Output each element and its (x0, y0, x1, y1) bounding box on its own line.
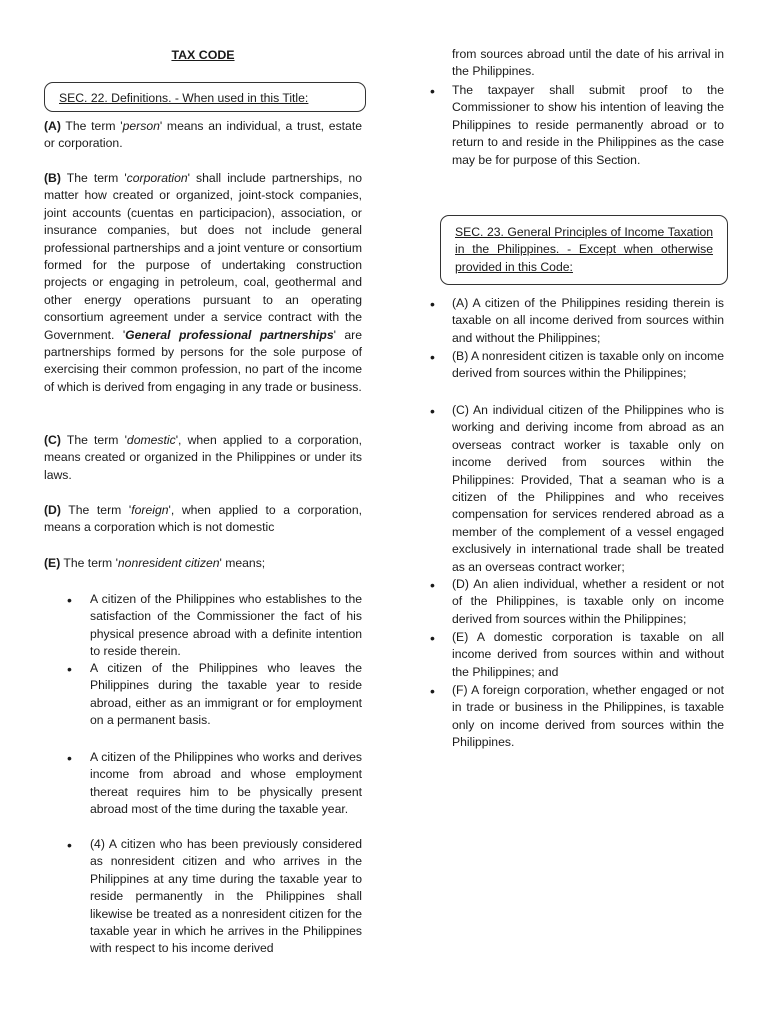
definition-e-label: (E) (44, 556, 61, 570)
document-title: TAX CODE (171, 48, 235, 62)
definition-b-term2: General professional partnerships (125, 327, 334, 342)
bullet-icon (67, 598, 75, 606)
definition-a (44, 118, 362, 153)
bullet-icon (430, 689, 438, 697)
sec23-item-e: (E) A domestic corporation is taxable on all income derived from sources within and without the Philippines; and (452, 630, 724, 679)
sec23-item-f: (F) A foreign corporation, whether engaged or not in trade or business in the Philippines, is taxable only on income derived from sources within the Philippines. (452, 683, 724, 750)
definition-b-post2: ' are partnerships formed by persons for the sole purpose of exercising their common profession, no part of the income of which is derived from engaging in any trade or business. (44, 327, 362, 394)
definition-b-term: corporation (126, 171, 188, 185)
definition-c (44, 432, 362, 484)
bullet-icon (430, 583, 438, 591)
definition-a-term: person (122, 119, 160, 133)
definition-d-label: (D) (44, 503, 61, 517)
definition-a-label: (A) (44, 119, 61, 133)
definition-d-post: ', when applied to a corporation, means a corporation which is not domestic (44, 503, 362, 535)
definition-e (44, 555, 362, 572)
definition-c-post: ', when applied to a corporation, means created or organized in the Philippines or under its laws. (44, 433, 363, 482)
definition-e-term: nonresident citizen (117, 556, 220, 570)
nonresident-item-4: (4) A citizen who has been previously considered as nonresident citizen and who arrives in the Philippines at any time during the taxable year to reside permanently in the Philippines shall likewise be treated as a nonresident citizen for the taxable year in which he arrives in the Philippines with respect to his income derived (90, 837, 362, 956)
sec23-heading (455, 225, 713, 274)
bullet-icon (430, 302, 438, 310)
bullet-icon (67, 667, 75, 675)
bullet-icon (430, 636, 438, 644)
sec22-heading-rest: - When used in this Title: (171, 91, 309, 105)
sec22-heading-text: SEC. 22. Definitions. (59, 91, 172, 105)
bullet-icon (67, 756, 75, 764)
definition-a-pre: The term ' (60, 119, 123, 133)
sec22-heading (59, 91, 308, 105)
bullet-icon (430, 355, 438, 363)
definition-b-label: (B) (44, 171, 61, 185)
bullet-icon (430, 89, 438, 97)
sec23-item-c: (C) An individual citizen of the Philippines who is working and deriving income from abroad as an overseas contract worker is taxable only on income derived from sources within the Philippines: Provided, That a seaman who is a citizen of the Philippines and who receives compensation for services rendered abroad as a member of the complement of a vessel engaged exclusively in international trade shall be treated as an overseas contract worker; (452, 403, 724, 574)
definition-d (44, 502, 362, 537)
definition-b-post: ' shall include partnerships, no matter how created or organized, joint-stock companies, joint accounts (cuentas en participacion), association, or insurance companies, but does not include general professional partnerships and a joint venture or consortium formed for the purpose of undertaking construction projects or engaging in petroleum, coal, geothermal and other energy operations pursuant to an operating consortium agreement under a service contract with the Government. ' (44, 171, 362, 342)
definition-e-post: ' means; (219, 556, 266, 570)
bullet-icon (430, 409, 438, 417)
nonresident-item-1: A citizen of the Philippines who establishes to the satisfaction of the Commissioner the fact of his physical presence abroad with a definite intention to reside therein. (90, 592, 362, 659)
definition-b (44, 170, 362, 396)
sec23-heading-box (440, 215, 728, 285)
nonresident-item-2: A citizen of the Philippines who leaves the Philippines during the taxable year to reside abroad, either as an immigrant or for employment on a permanent basis. (90, 661, 362, 728)
definition-e-pre: The term ' (60, 556, 118, 570)
nonresident-item-3: A citizen of the Philippines who works and derives income from abroad and whose employment thereat requires him to be physically present abroad most of the time during the taxable year. (90, 750, 362, 817)
definition-d-pre: The term ' (60, 503, 132, 517)
sec23-heading-text: SEC. 23. General Principles of Income Taxation in the Philippines. (455, 225, 713, 257)
sec23-heading-rest: - Except when otherwise provided in this Code: (455, 242, 713, 274)
sec23-item-b: (B) A nonresident citizen is taxable only on income derived from sources within the Philippines; (452, 349, 724, 381)
bullet-icon (67, 843, 75, 851)
definition-a-post: ' means an individual, a trust, estate or corporation. (44, 119, 362, 151)
sec22-heading-box (44, 82, 366, 112)
nonresident-item-4-continuation: from sources abroad until the date of his arrival in the Philippines. (452, 47, 724, 79)
sec23-item-a: (A) A citizen of the Philippines residing therein is taxable on all income derived from sources within and without the Philippines; (452, 296, 724, 345)
definition-c-label: (C) (44, 433, 61, 447)
proof-item: The taxpayer shall submit proof to the Commissioner to show his intention of leaving the Philippines to reside permanently abroad or to return to and reside in the Philippines as the case may be for purpose of this Section. (452, 83, 724, 167)
definition-d-term: foreign (131, 503, 169, 517)
sec23-item-d: (D) An alien individual, whether a resident or not of the Philippines, is taxable only on income derived from sources within the Philippines; (452, 577, 724, 626)
definition-c-pre: The term ' (60, 433, 127, 447)
definition-b-pre: The term ' (60, 171, 127, 185)
definition-c-term: domestic (126, 433, 176, 447)
